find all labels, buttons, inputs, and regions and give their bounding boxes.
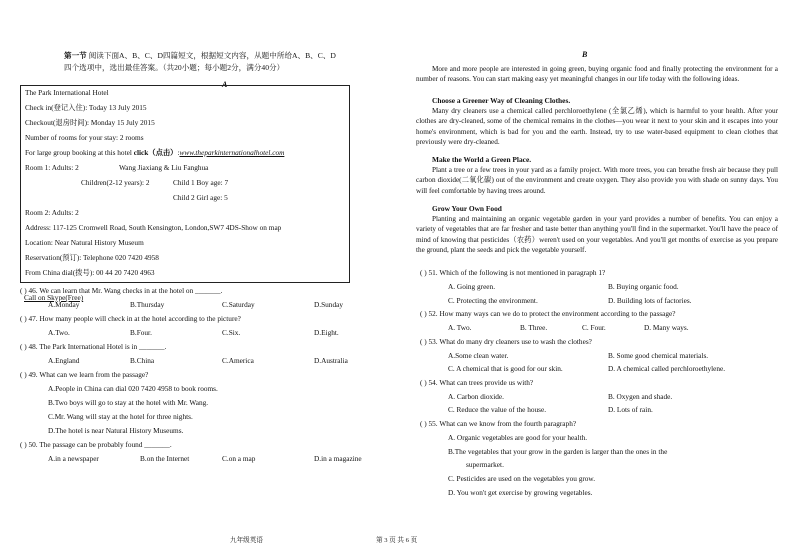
q52-option-a: A. Two. [448,323,472,332]
passage-b-heading-3: Grow Your Own Food [432,204,502,213]
checkout: Checkout(退房时间): Monday 15 July 2015 [25,118,155,127]
china-dial: From China dial(拨号): 00 44 20 7420 4963 [25,268,155,277]
q55-option-c: C. Pesticides are used on the vegetables you grow. [448,474,596,483]
question-54: ( ) 54. What can trees provide us with? [420,378,534,387]
booking-line: For large group booking at this hotel click（点击）:www.theparkinternationalhotel.com [25,148,285,157]
instruction-text-2: 四个选项中，选出最佳答案。（共20小题；每小题2分，满分40分） [64,63,285,72]
q53-option-a: A.Some clean water. [448,351,509,360]
question-55: ( ) 55. What can we know from the fourth paragraph? [420,419,577,428]
section-label: 第一节 [64,51,87,60]
skype-link[interactable]: Call on Skype(Free) [24,293,84,302]
passage-b-para-2: Many dry cleaners use a chemical called perchloroethylene (全氯乙烯), which is harmful to your health. After your clothes are dry-cleaned, some of the chemical remains in the clothes—you wear it next to your skin and it escapes into your home's environment, which is bad for you and the earth. Instead, try to use water-based equipment to clean clothes that previously were dry-cleaned. [416,107,778,147]
room1-adults: Room 1: Adults: 2 [25,163,79,172]
question-46: ( ) 46. We can learn that Mr. Wang checks in at the hotel on _______. [20,286,223,295]
q49-option-d: D.The hotel is near Natural History Museums. [48,426,184,435]
q52-option-d: D. Many ways. [644,323,689,332]
hotel-name: The Park International Hotel [25,88,109,97]
q48-option-d: D.Australia [314,356,348,365]
footer-page-number: 第 3 页 共 6 页 [376,537,418,544]
passage-b-letter: B [582,50,588,59]
booking-prefix: For large group booking at this hotel [25,148,134,157]
q46-option-b: B.Thursday [130,300,165,309]
question-53: ( ) 53. What do many dry cleaners use to wash the clothes? [420,337,592,346]
q51-option-b: B. Buying organic food. [608,282,679,291]
q51-option-a: A. Going green. [448,282,496,291]
check-in: Check in(登记入住): Today 13 July 2015 [25,103,147,112]
passage-b-heading-2: Make the World a Green Place. [432,155,532,164]
q53-option-d: D. A chemical called perchloroethylene. [608,364,726,373]
q55-option-b-cont: supermarket. [466,460,504,469]
question-50: ( ) 50. The passage can be probably found _______. [20,440,172,449]
q52-option-c: C. Four. [582,323,606,332]
q50-option-a: A.in a newspaper [48,454,99,463]
q54-option-b: B. Oxygen and shade. [608,392,673,401]
room2-adults: Room 2: Adults: 2 [25,208,79,217]
passage-b-heading-1: Choose a Greener Way of Cleaning Clothes. [432,96,571,105]
question-49: ( ) 49. What can we learn from the passage? [20,370,149,379]
child-boy: Child 1 Boy age: 7 [173,178,229,187]
q49-option-a: A.People in China can dial 020 7420 4958 to book rooms. [48,384,218,393]
section-instructions [64,50,386,74]
q49-option-c: C.Mr. Wang will stay at the hotel for three nights. [48,412,193,421]
rooms-count: Number of rooms for your stay: 2 rooms [25,133,144,142]
q50-option-c: C.on a map [222,454,256,463]
passage-b-para-4: Planting and maintaining an organic vegetable garden in your yard provides a number of benefits. You can enjoy a variety of vegetables that are far fresher and taste better than anything you'll find in the supermarket. You'll have the peace of mind of knowing that pesticides（农药）weren't used on your vegetables. And you'll get months of exercise as you prepare the ground, plant the seeds and pick the vegetable yourself. [416,215,778,255]
q53-option-b: B. Some good chemical materials. [608,351,709,360]
footer-subject: 九年级英语 [230,537,263,544]
q55-option-b: B.The vegetables that your grow in the garden is larger than the ones in the [448,447,668,456]
child-girl: Child 2 Girl age: 5 [173,193,228,202]
q48-option-b: B.China [130,356,155,365]
q46-option-a: A.Monday [48,300,80,309]
q54-option-c: C. Reduce the value of the house. [448,405,547,414]
hotel-booking-box [20,85,350,283]
q47-option-d: D.Eight. [314,328,339,337]
q51-option-d: D. Building lots of factories. [608,296,692,305]
booking-url-link[interactable]: www.theparkinternationalhotel.com [179,148,285,157]
q48-option-c: C.America [222,356,254,365]
q47-option-a: A.Two. [48,328,70,337]
q55-option-a: A. Organic vegetables are good for your health. [448,433,588,442]
q50-option-d: D.in a magazine [314,454,362,463]
children-label: Children(2-12 years): 2 [81,178,150,187]
q48-option-a: A.England [48,356,80,365]
q52-option-b: B. Three. [520,323,548,332]
q50-option-b: B.on the Internet [140,454,190,463]
instruction-text: 阅读下面A、B、C、D四篇短文，根据短文内容，从题中所给A、B、C、D [88,51,336,60]
question-52: ( ) 52. How many ways can we do to protect the environment according to the passage? [420,309,676,318]
q49-option-b: B.Two boys will go to stay at the hotel with Mr. Wang. [48,398,209,407]
q46-option-d: D.Sunday [314,300,343,309]
hotel-location: Location: Near Natural History Museum [25,238,144,247]
q46-option-c: C.Saturday [222,300,255,309]
q51-option-c: C. Protecting the environment. [448,296,538,305]
q53-option-c: C. A chemical that is good for our skin. [448,364,563,373]
q47-option-c: C.Six. [222,328,241,337]
question-47: ( ) 47. How many people will check in at the hotel according to the picture? [20,314,241,323]
booking-click: click（点击） [133,148,178,157]
hotel-address: Address: 117-125 Cromwell Road, South Kensington, London,SW7 4DS-Show on map [25,223,282,232]
question-48: ( ) 48. The Park International Hotel is in _______. [20,342,167,351]
question-51: ( ) 51. Which of the following is not mentioned in paragraph 1? [420,268,606,277]
passage-b-para-3: Plant a tree or a few trees in your yard as a family project. With more trees, you can breathe fresh air because they pull carbon dioxide(二氧化碳) out of the environment and create oxygen. They also provide you with shade on sunny days. You will feel comfortable by having trees around. [416,166,778,195]
q47-option-b: B.Four. [130,328,152,337]
room1-names: Wang Jiaxiang & Liu Fanghua [119,163,209,172]
passage-b-para-1: More and more people are interested in going green, buying organic food and finally protecting the environment for a number of reasons. You can start making easy yet meaningful changes in our life today with the following ideas. [416,65,778,84]
q54-option-d: D. Lots of rain. [608,405,653,414]
q54-option-a: A. Carbon dioxide. [448,392,504,401]
passage-a-letter: A [222,80,228,89]
q55-option-d: D. You won't get exercise by growing vegetables. [448,488,593,497]
reservation-phone: Reservation(预订): Telephone 020 7420 4958 [25,253,159,262]
